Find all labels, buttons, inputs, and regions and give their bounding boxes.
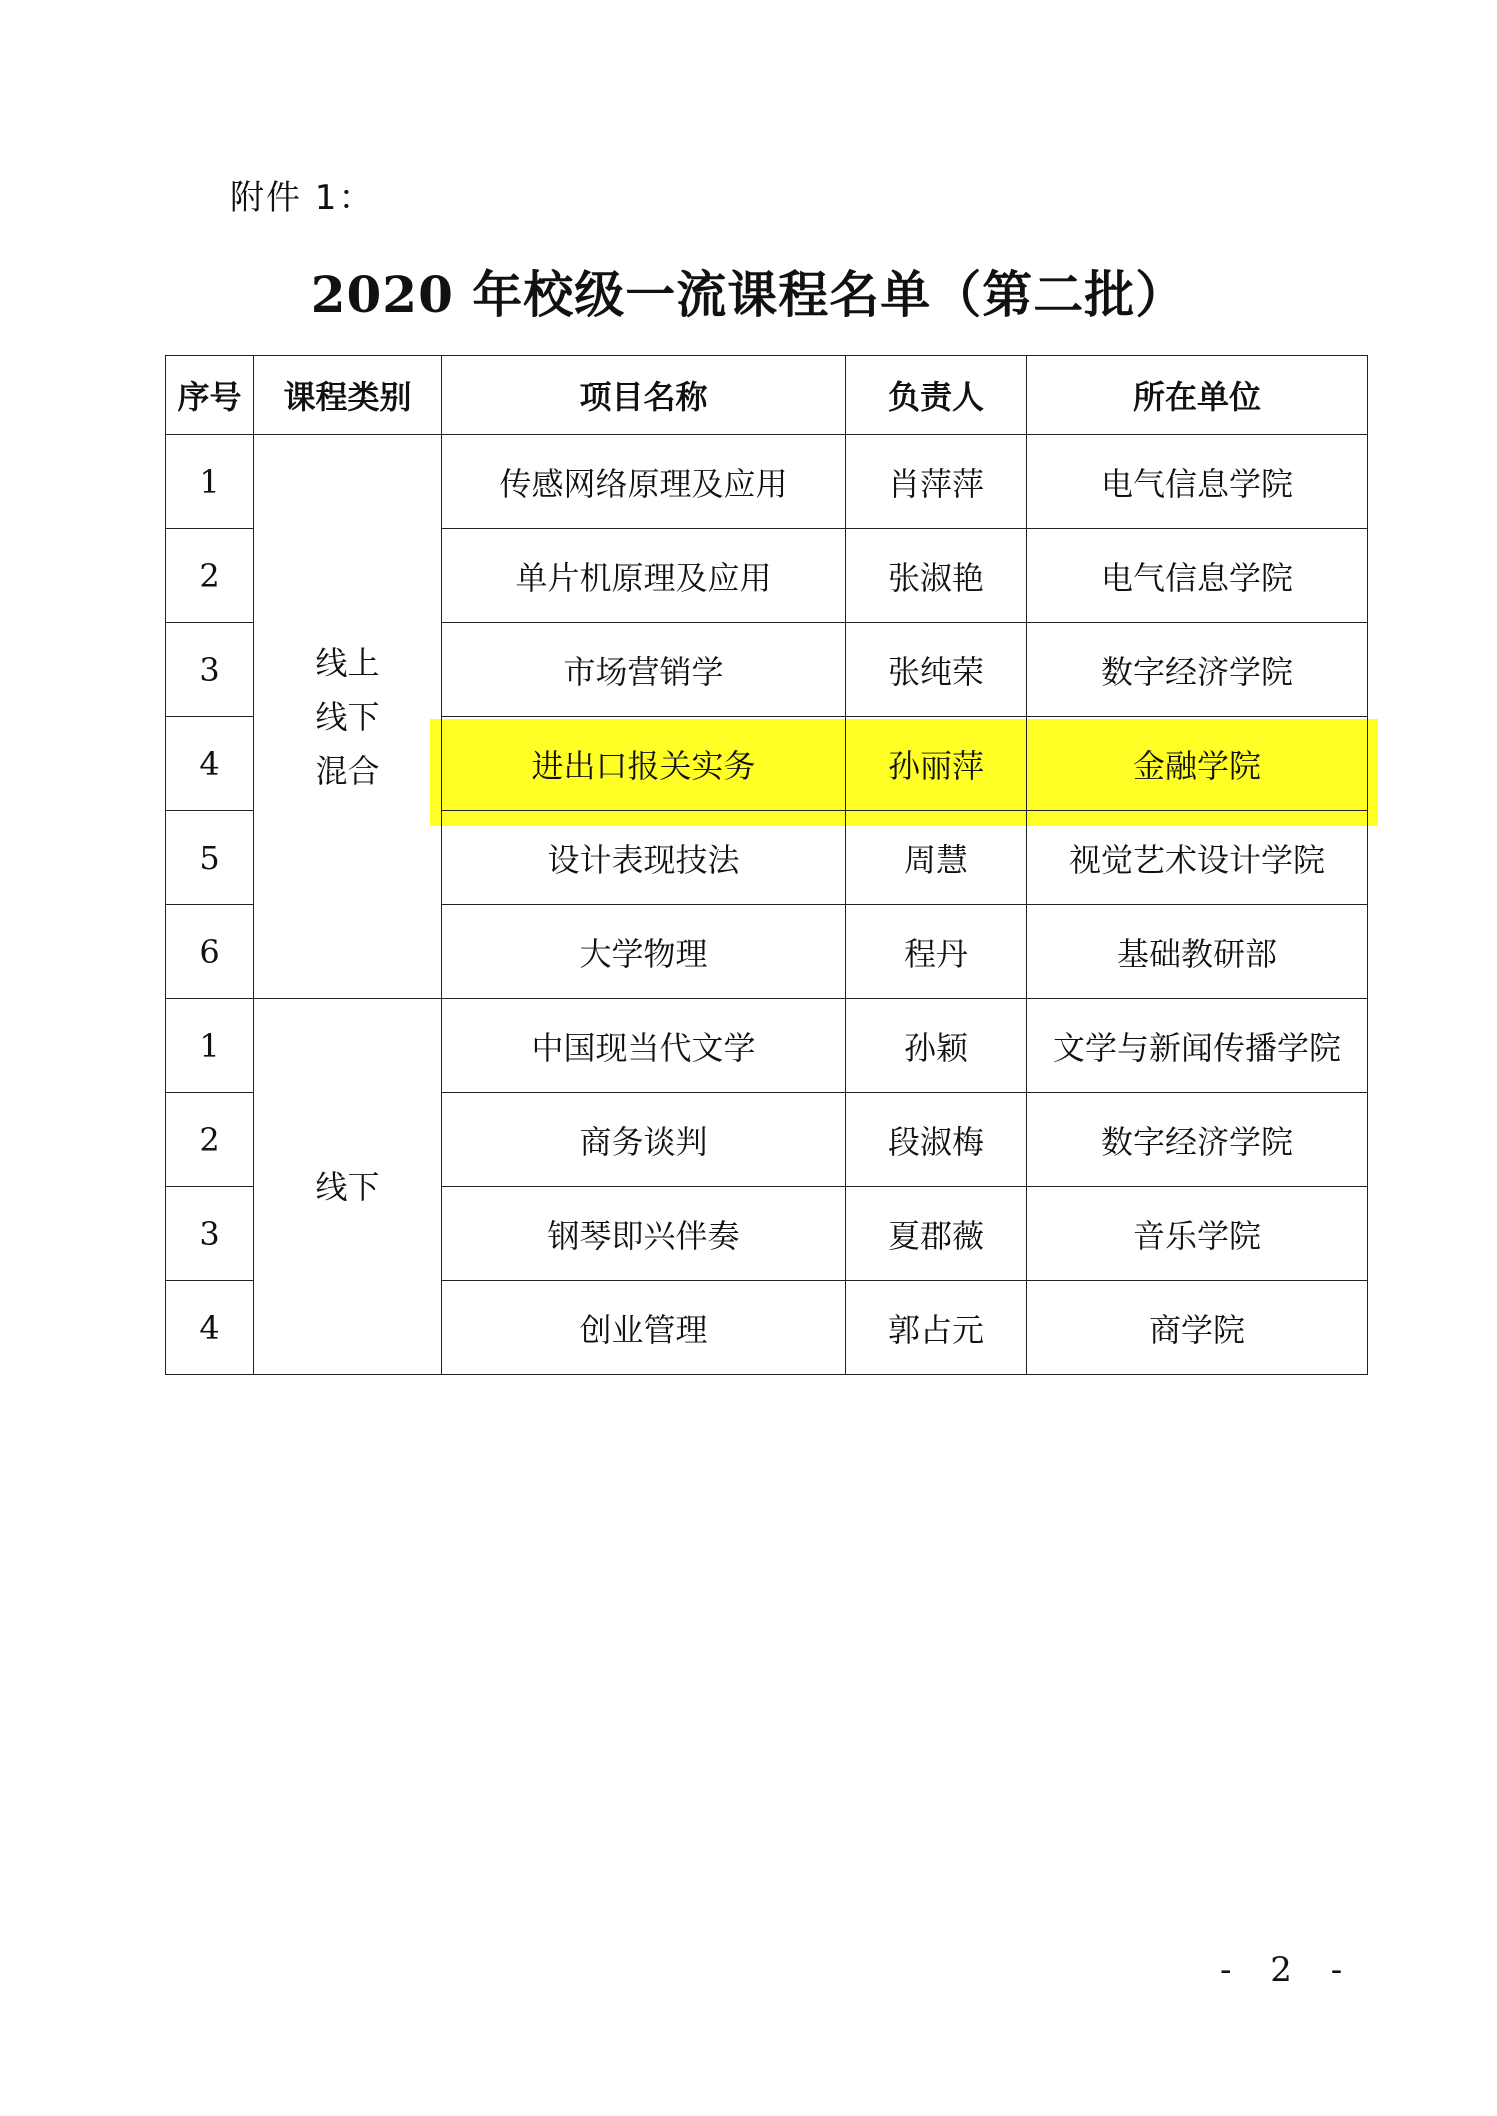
row-unit: 视觉艺术设计学院 [1027,811,1368,905]
row-course-name: 中国现当代文学 [442,999,846,1093]
row-leader: 孙丽萍 [846,717,1027,811]
row-seq: 6 [166,905,254,999]
row-unit: 电气信息学院 [1027,529,1368,623]
row-seq: 1 [166,999,254,1093]
category-cell-offline [254,999,442,1375]
header-category: 课程类别 [254,356,442,435]
table-header-row [166,356,1368,435]
category-line: 线上 [315,643,380,682]
document-title: 2020 年校级一流课程名单（第二批） [310,265,1187,324]
header-seq: 序号 [166,356,254,435]
row-leader: 程丹 [846,905,1027,999]
row-course-name: 市场营销学 [442,623,846,717]
row-leader: 张纯荣 [846,623,1027,717]
row-leader: 肖萍萍 [846,435,1027,529]
header-unit: 所在单位 [1027,356,1368,435]
row-seq: 4 [166,1281,254,1375]
row-course-name: 单片机原理及应用 [442,529,846,623]
row-unit: 音乐学院 [1027,1187,1368,1281]
row-unit: 商学院 [1027,1281,1368,1375]
row-course-name: 钢琴即兴伴奏 [442,1187,846,1281]
row-course-name: 大学物理 [442,905,846,999]
row-leader: 段淑梅 [846,1093,1027,1187]
header-leader: 负责人 [846,356,1027,435]
row-course-name: 创业管理 [442,1281,846,1375]
row-course-name: 传感网络原理及应用 [442,435,846,529]
category-cell-blended [254,435,442,999]
category-line: 线下 [315,697,380,736]
row-seq: 1 [166,435,254,529]
row-seq: 4 [166,717,254,811]
category-line: 混合 [315,751,380,790]
row-course-name: 进出口报关实务 [442,717,846,811]
row-seq: 3 [166,1187,254,1281]
row-leader: 孙颖 [846,999,1027,1093]
row-unit: 文学与新闻传播学院 [1027,999,1368,1093]
page-number: - 2 - [1220,1950,1357,1990]
row-seq: 2 [166,529,254,623]
row-unit: 电气信息学院 [1027,435,1368,529]
attachment-label: 附件 1： [230,178,375,218]
row-seq: 2 [166,1093,254,1187]
category-line: 线下 [315,1167,380,1206]
row-course-name: 商务谈判 [442,1093,846,1187]
row-course-name: 设计表现技法 [442,811,846,905]
row-unit: 数字经济学院 [1027,623,1368,717]
row-leader: 张淑艳 [846,529,1027,623]
row-seq: 5 [166,811,254,905]
row-leader: 郭占元 [846,1281,1027,1375]
row-seq: 3 [166,623,254,717]
row-unit: 基础教研部 [1027,905,1368,999]
row-leader: 夏郡薇 [846,1187,1027,1281]
table-row [166,435,1368,529]
header-course-name: 项目名称 [442,356,846,435]
course-list-table [165,355,1368,1375]
row-unit: 金融学院 [1027,717,1368,811]
row-unit: 数字经济学院 [1027,1093,1368,1187]
table-row [166,999,1368,1093]
row-leader: 周慧 [846,811,1027,905]
